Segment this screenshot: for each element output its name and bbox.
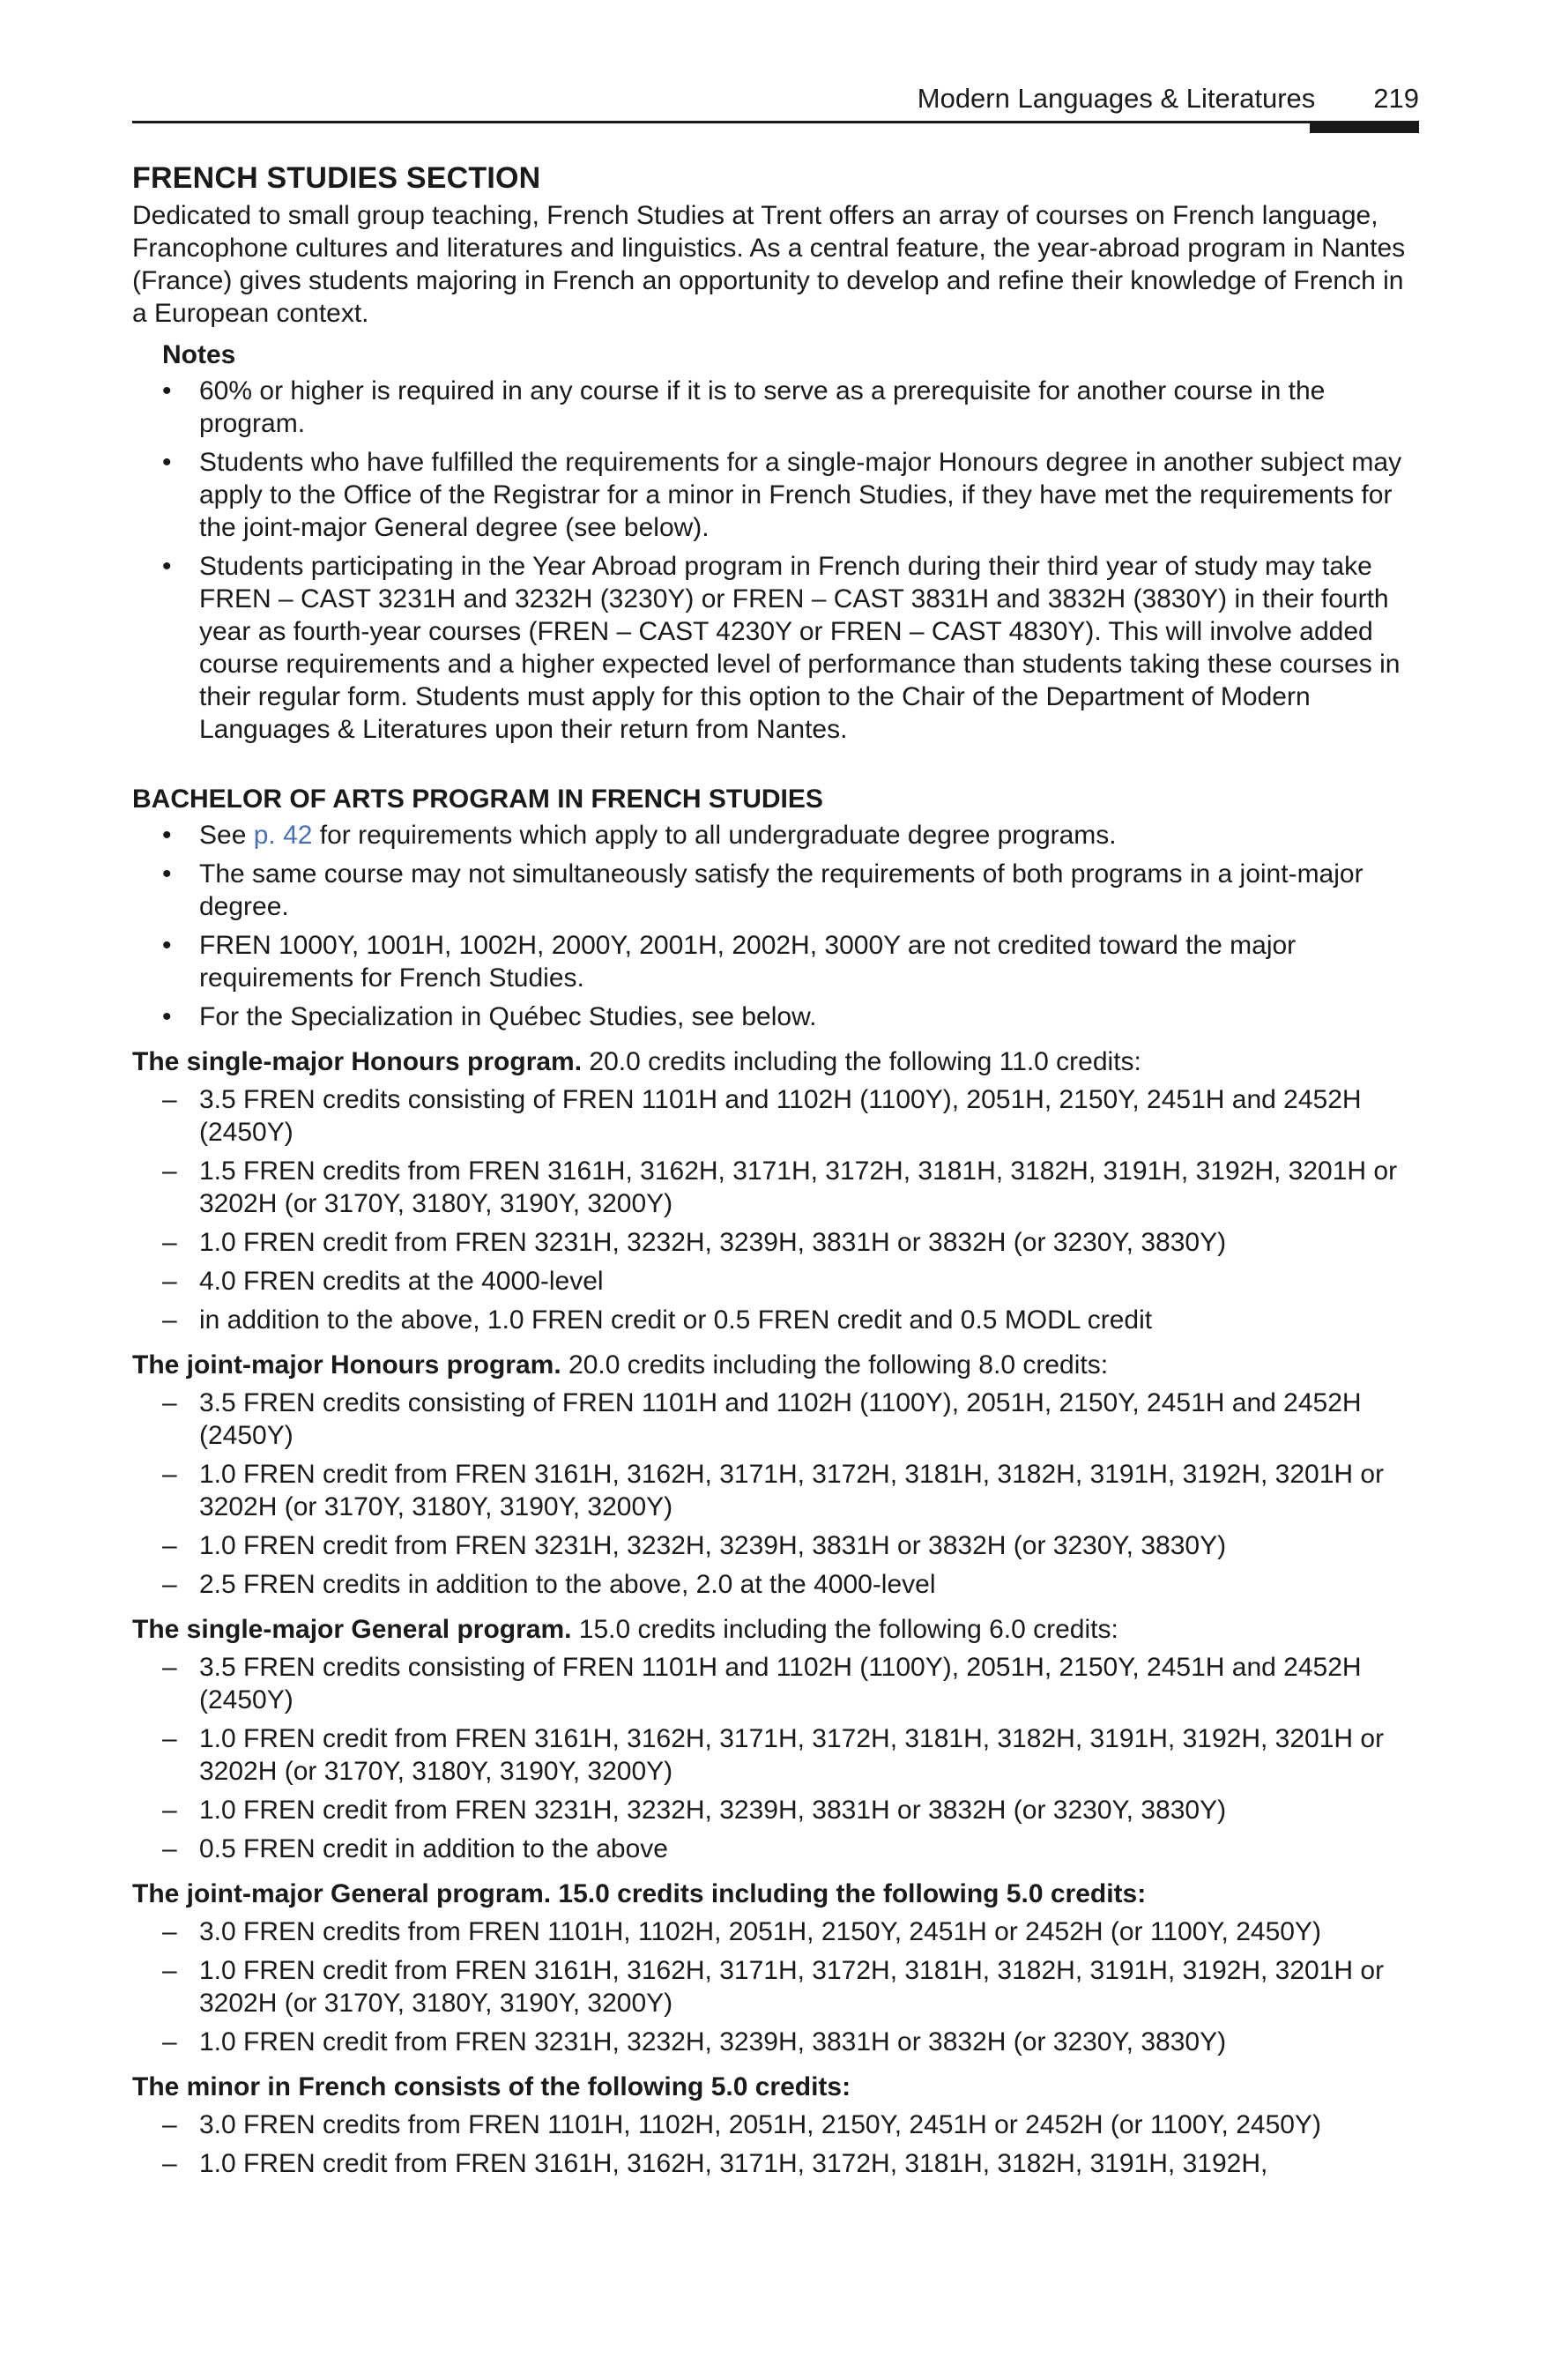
page-number: 219: [1373, 83, 1419, 114]
list-item: – 1.0 FREN credit from FREN 3161H, 3162H, 3171H, 3172H, 3181H, 3182H, 3191H, 3192H,: [132, 2147, 1419, 2180]
list-item: – 1.0 FREN credit from FREN 3161H, 3162H, 3171H, 3172H, 3181H, 3182H, 3191H, 3192H, 3201H or 3202H (or 3170Y, 3180Y, 3190Y, 3200Y): [132, 1458, 1419, 1523]
list-item: [132, 819, 1419, 852]
list-item: – 3.0 FREN credits from FREN 1101H, 1102H, 2051H, 2150Y, 2451H or 2452H (or 1100Y, 2450Y): [132, 2109, 1419, 2141]
list-item: • The same course may not simultaneously satisfy the requirements of both programs in a joint-major degree.: [132, 858, 1419, 923]
page-reference-link[interactable]: p. 42: [253, 821, 313, 850]
list-item: • Students who have fulfilled the requirements for a single-major Honours degree in another subject may apply to the Office of the Registrar for a minor in French Studies, if they have met the requirements for the joint-major General degree (see below).: [132, 446, 1419, 544]
list-item: • 60% or higher is required in any course if it is to serve as a prerequisite for another course in the program.: [132, 375, 1419, 440]
list-item: • FREN 1000Y, 1001H, 1002H, 2000Y, 2001H, 2002H, 3000Y are not credited toward the major requirements for French Studies.: [132, 929, 1419, 994]
list-item: – 1.0 FREN credit from FREN 3231H, 3232H, 3239H, 3831H or 3832H (or 3230Y, 3830Y): [132, 1529, 1419, 1562]
list-item: – 1.0 FREN credit from FREN 3231H, 3232H, 3239H, 3831H or 3832H (or 3230Y, 3830Y): [132, 2026, 1419, 2058]
list-item: • Students participating in the Year Abroad program in French during their third year of study may take FREN – CAST 3231H and 3232H (3230Y) or FREN – CAST 3831H and 3832H (3830Y) in their fourth year as fourth-year courses (FREN – CAST 4230Y or FREN – CAST 4830Y). This will involve added course requirements and a higher expected level of performance than students taking these courses in their regular form. Students must apply for this option to the Chair of the Department of Modern Languages & Literatures upon their return from Nantes.: [132, 550, 1419, 746]
list-item: – 1.0 FREN credit from FREN 3161H, 3162H, 3171H, 3172H, 3181H, 3182H, 3191H, 3192H, 3201H or 3202H (or 3170Y, 3180Y, 3190Y, 3200Y): [132, 1722, 1419, 1788]
running-head-section: Modern Languages & Literatures: [917, 83, 1316, 114]
joint-major-honours: [132, 1349, 1419, 1601]
ba-requirements-list: [132, 819, 1419, 1033]
list-item: – 1.0 FREN credit from FREN 3161H, 3162H, 3171H, 3172H, 3181H, 3182H, 3191H, 3192H, 3201H or 3202H (or 3170Y, 3180Y, 3190Y, 3200Y): [132, 1954, 1419, 2019]
program-name: The single-major Honours program.: [132, 1047, 583, 1076]
program-desc: 20.0 credits including the following 11.0 credits:: [582, 1047, 1141, 1076]
list-item: – 3.5 FREN credits consisting of FREN 1101H and 1102H (1100Y), 2051H, 2150Y, 2451H and 2452H (2450Y): [132, 1651, 1419, 1716]
program-name: The minor in French consists of the following 5.0 credits:: [132, 2072, 851, 2101]
ba-program-title: BACHELOR OF ARTS PROGRAM IN FRENCH STUDIES: [132, 785, 823, 814]
list-item: – 4.0 FREN credits at the 4000-level: [132, 1265, 1419, 1298]
french-minor: [132, 2071, 1419, 2180]
program-requirements: [132, 2109, 1419, 2180]
program-requirements: [132, 1915, 1419, 2058]
program-requirements: [132, 1083, 1419, 1336]
see-text-rest: for requirements which apply to all undergraduate degree programs.: [312, 821, 1117, 850]
section-title: FRENCH STUDIES SECTION: [132, 161, 541, 195]
notes-label: Notes: [162, 340, 236, 369]
single-major-general: [132, 1613, 1419, 1865]
see-text: See: [199, 821, 254, 850]
list-item: – 3.5 FREN credits consisting of FREN 1101H and 1102H (1100Y), 2051H, 2150Y, 2451H and 2452H (2450Y): [132, 1083, 1419, 1149]
list-item: – 3.5 FREN credits consisting of FREN 1101H and 1102H (1100Y), 2051H, 2150Y, 2451H and 2452H (2450Y): [132, 1387, 1419, 1452]
program-requirements: [132, 1651, 1419, 1865]
list-item: – 0.5 FREN credit in addition to the above: [132, 1833, 1419, 1865]
program-name: The joint-major General program. 15.0 credits including the following 5.0 credits:: [132, 1879, 1147, 1908]
list-item: – 1.5 FREN credits from FREN 3161H, 3162H, 3171H, 3172H, 3181H, 3182H, 3191H, 3192H, 3201H or 3202H (or 3170Y, 3180Y, 3190Y, 3200Y): [132, 1155, 1419, 1220]
notes-list: [132, 375, 1419, 746]
header-rule: [132, 121, 1419, 123]
list-item: – 1.0 FREN credit from FREN 3231H, 3232H, 3239H, 3831H or 3832H (or 3230Y, 3830Y): [132, 1794, 1419, 1826]
single-major-honours: [132, 1045, 1419, 1336]
program-desc: 15.0 credits including the following 6.0 credits:: [571, 1615, 1118, 1644]
program-name: The joint-major Honours program.: [132, 1350, 561, 1380]
program-desc: 20.0 credits including the following 8.0 credits:: [561, 1350, 1109, 1380]
program-name: The single-major General program.: [132, 1615, 572, 1644]
list-item: – in addition to the above, 1.0 FREN credit or 0.5 FREN credit and 0.5 MODL credit: [132, 1304, 1419, 1336]
running-head: [918, 81, 1419, 116]
list-item: – 2.5 FREN credits in addition to the above, 2.0 at the 4000-level: [132, 1568, 1419, 1601]
list-item: – 3.0 FREN credits from FREN 1101H, 1102H, 2051H, 2150Y, 2451H or 2452H (or 1100Y, 2450Y): [132, 1915, 1419, 1948]
joint-major-general: [132, 1878, 1419, 2058]
program-requirements: [132, 1387, 1419, 1601]
main-content: [132, 160, 1419, 2186]
list-item: – 1.0 FREN credit from FREN 3231H, 3232H, 3239H, 3831H or 3832H (or 3230Y, 3830Y): [132, 1226, 1419, 1259]
header-bar: [1310, 121, 1419, 133]
list-item: • For the Specialization in Québec Studies, see below.: [132, 1000, 1419, 1033]
intro-paragraph: Dedicated to small group teaching, French Studies at Trent offers an array of courses on French language, Francophone cultures and literatures and linguistics. As a central feature, the year-abroad program in Nantes (France) gives students majoring in French an opportunity to develop and refine their knowledge of French in a European context.: [132, 201, 1406, 328]
